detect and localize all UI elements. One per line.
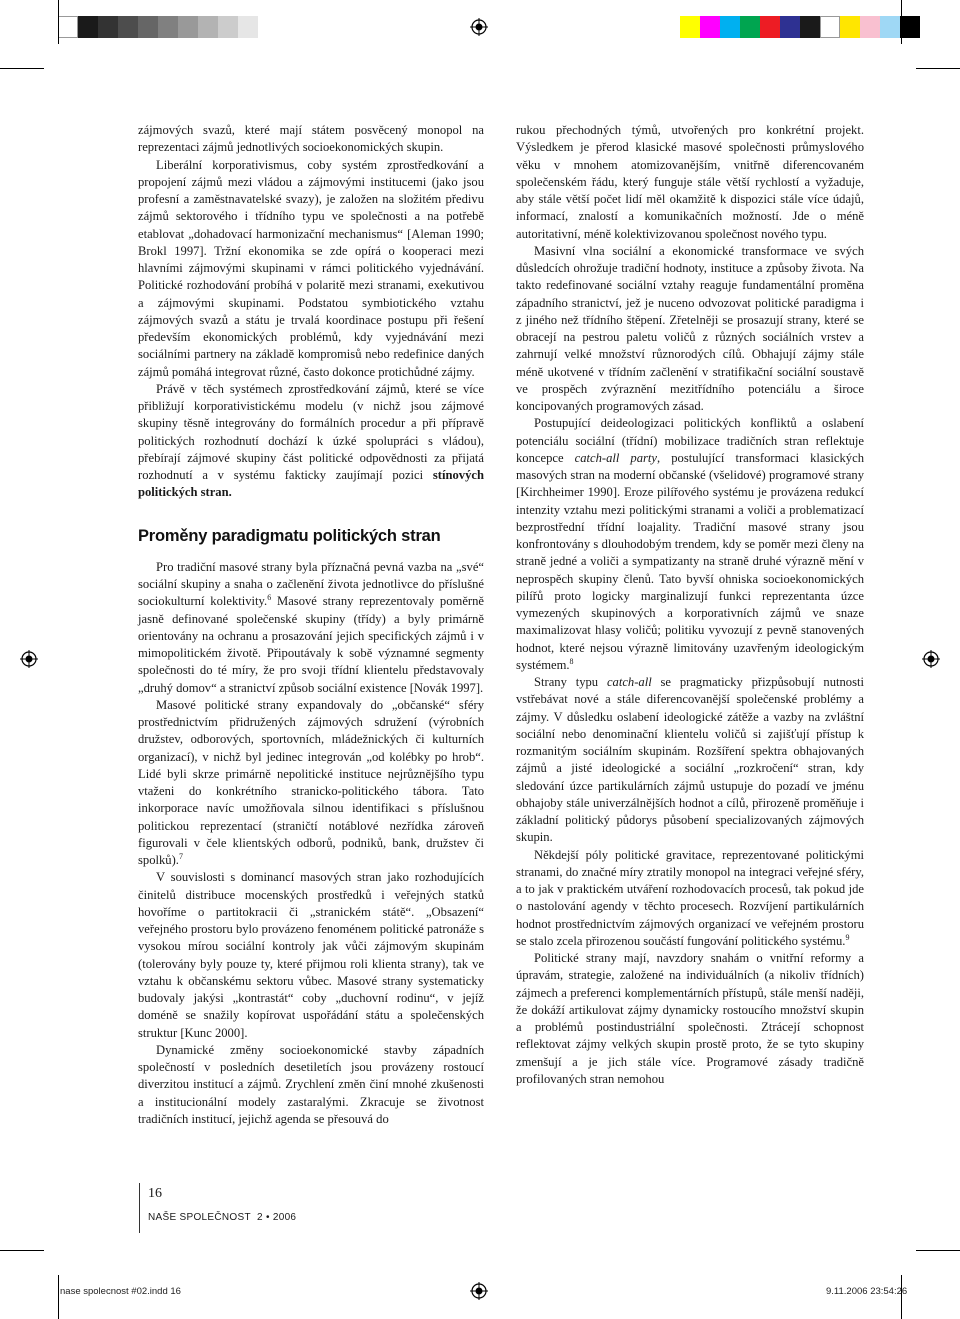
color-swatch (198, 16, 218, 38)
crop-mark (916, 1250, 960, 1251)
color-swatch (880, 16, 900, 38)
color-swatch (58, 16, 78, 38)
color-swatch (218, 16, 238, 38)
paragraph-text: se pragmaticky přizpůsobují nutnosti vstřebávat nové a stále diferencovanější společenské problémy a zájmy. V důsledku oslabení ideologické zátěže a vazby na zvláštní sociální nebo denominační klientelu voličů si zajišťují přístup k rozmanitým sociálním skupinám. Rozšíření spektra obhajovaných zájmů a jisté ideologické a sociální „rozkročení“ stran, kdy sledování úzce partikulárních zájmů ustupuje do pozadí ve jménu obhajoby stále univerzálnějších hodnot a cílů, přirozeně proměňuje i základní politický půdorys působení specializovaných zájmových skupin. (516, 675, 864, 845)
paragraph-text: Právě v těch systémech zprostředkování zájmů, které se více přibližují korporativistickému modelu (v nichž jsou zájmové skupiny těsně integrovány do formálních procedur a při přípravě politických rozhodnutí dochází k úzké spolupráci s vládou), přebírají zájmové skupiny část politické odpovědnosti za přijatá rozhodnutí a v systému fakticky zaujímají pozici (138, 381, 484, 482)
color-swatch (138, 16, 158, 38)
color-swatch (238, 16, 258, 38)
paragraph-text: , postulující transformaci klasických masových stran na moderní občanské (všelidové) programové strany [Kirchheimer 1990]. Eroze pilířového systému je provázena redukcí intenzity vztahu mezi politickými stranami a voliči a problematizací bezprostřední třídní loajality. Tradiční masové strany jsou konfrontovány s dlouhodobým trendem, kdy se poměr mezi členy na straně jedné a voliči a sympatizanty na straně druhé výrazně mění v neprospěch skupiny členů. Tato byvší ohniska socioekonomických pilířů proto logicky marginalizují funkci reprezentanta úzce vymezených skupinových a korporativních zájmů ve snaze maximalizovat hlasy voličů; politiku vyvozují z pevně stanovených hodnot, které nejsou výrazně limitovány uzavřeným ideologickým systémem. (516, 450, 864, 672)
paragraph: Liberální korporativismus, coby systém zprostředkování a propojení zájmů mezi vládou a zájmovými institucemi (jako jsou profesní a zaměstnavatelské svazy), je založen na složitém předivu zájmů sektorového i třídního typu ve společnosti a na potřebě etablovat „dohadovací harmonizační mechanismus“ [Aleman 1990; Brokl 1997]. Tržní ekonomika se zde opírá o kooperaci mezi hlavními zájmovými skupinami v rámci politického vyjednávání. Politické rozhodování probíhá v polaritě mezi stranami, exekutivou a zájmovými skupinami. Podstatou symbiotického vztahu zájmových svazů a státu je trvalá koordinace postupu při řešení především ekonomických problémů, kdy vyjednávání mezi sociálními partnery na základě kompromisů nebo redefinice daných zájmů pomáhá integrovat různé, často dokonce protichůdné zájmy. (138, 157, 484, 379)
paragraph: V souvislosti s dominancí masových stran jako rozhodujících činitelů distribuce mocenských prostředků i veřejných statků hovoříme o partitokracii či „stranickém státě“. „Obsazení“ veřejného prostoru bylo provázeno fenoménem politické patronáže s vysokou mírou sociální kontroly jak vůči zájmovým skupinám (tolerovány byly pouze ty, které přijmou roli klienta strany), tak ve vztahu k občanskému sektoru vůbec. Masové strany systematicky budovaly jakýsi „kontrastát“ coby „duchovní rodinu“, v jejíž doméně se snažily kopírovat uspořádání státu a společenských struktur [Kunc 2000]. (138, 870, 484, 1040)
color-swatch (680, 16, 700, 38)
registration-mark-icon (922, 650, 940, 668)
color-swatch (760, 16, 780, 38)
color-swatch (78, 16, 98, 38)
color-swatch (900, 16, 920, 38)
color-swatch (98, 16, 118, 38)
italic-term: catch-all (606, 675, 652, 689)
paragraph: Masivní vlna sociální a ekonomické transformace ve svých důsledcích ohrožuje tradiční hodnoty, instituce a způsoby života. Na takto redefinované sociální vztahy reaguje fundamentální proměna západního stranictví, jež je nuceno odvozovat politické paradigma i z jiného než třídního štěpení. Zřetelněji se prosazují strany, které se obracejí na pestrou paletu voličů z různých sociálních vrstev a zahrnují velké množství různorodých cílů. Obhajují zájmy stále méně ukotvené v třídním začlenění v stratifikační sociální soustavě ve prospěch zvýraznění mezitřídního potenciálu a široce koncipovaných programových zásad. (516, 243, 864, 413)
paragraph: rukou přechodných týmů, utvořených pro konkrétní projekt. Výsledkem je přerod klasické masové společnosti průmyslového věku v mnohem atomizovanějším, vnitřně diferencovaném společenském řádu, který funguje stále větší rychlostí a vyžaduje, aby stále větší počet lidí měl okamžitě k dispozici stále více údajů, informací, znalostí a komunikačních možností. Jde o méně autoritativní, méně kolektivizovanou společnost nového typu. (516, 123, 864, 241)
paragraph (516, 674, 864, 847)
grayscale-control-strip (58, 16, 258, 38)
page-number: 16 (148, 1186, 162, 1201)
color-swatch (178, 16, 198, 38)
left-text-column (138, 122, 484, 1128)
footnote-ref: 8 (569, 656, 574, 666)
paragraph: Politické strany mají, navzdory snahám o vnitřní reformy a úpravám, strategie, založené na individuálních (a nikoliv třídních) zájmech a preferenci komplementárních přístupů, stále menší naději, že dokáží artikulovat zájmy dynamicky rostoucího množství skupin a problémů postindustriální společnosti. Ztrácejí schopnost reflektovat zájmy velkých skupin prostě proto, že se tyto skupiny zmenšují a je jich stále více. Programové zásady tradičně profilovaných stran nemohou (516, 951, 864, 1086)
color-swatch (720, 16, 740, 38)
color-swatch (118, 16, 138, 38)
crop-mark (58, 1275, 59, 1319)
footer-rule (139, 1183, 140, 1233)
paragraph-text: Masové politické strany expandovaly do „občanské“ sféry prostřednictvím přidružených zájmových sdružení (výrobních družstev, odborových, sportovních, mládežnických či kulturních organizací), v nichž byl jedinec integrován „od kolébky po hrob“. Lidé byli skrze primárně nepolitické instituce nejrůznějšího typu vtaženi do konkrétního stranicko-politického tábora. Tato inkorporace navíc umožňovala silnou identifikaci s příslušnou politickou reprezentací (straničtí notáblové nezřídka zároveň figurovali v čele klientských odborů, podniků, bank, družstev či spolků). (138, 697, 484, 867)
color-swatch (820, 16, 840, 38)
footnote-ref: 7 (178, 851, 183, 861)
color-swatch (800, 16, 820, 38)
color-swatch (840, 16, 860, 38)
paragraph-text: Strany typu (534, 675, 599, 689)
journal-issue: 2 • 2006 (257, 1212, 297, 1223)
registration-mark-icon (470, 1282, 488, 1300)
registration-mark-icon (20, 650, 38, 668)
crop-mark (0, 1250, 44, 1251)
section-heading: Proměny paradigmatu politických stran (138, 526, 441, 545)
paragraph (516, 415, 864, 674)
paragraph: zájmových svazů, které mají státem posvěcený monopol na reprezentaci zájmů jednotlivých socioekonomických skupin. (138, 123, 484, 155)
paragraph-text: Někdejší póly politické gravitace, reprezentované politickými stranami, do značné míry ztratily monopol na integraci veřejné sféry, a to jak v praktickém utváření rozhodovacích procesů, tak pokud jde o nastolování agendy v těchto procesech. Rozvíjení partikulárních hodnot prostřednictvím zájmových organizací ve veřejném prostoru se stalo zcela přirozenou součástí fungování politického systému. (516, 847, 864, 948)
journal-footer (148, 1212, 296, 1223)
crop-mark (58, 0, 59, 44)
paragraph (138, 697, 484, 870)
color-swatch (740, 16, 760, 38)
paragraph (516, 847, 864, 951)
right-text-column (516, 122, 864, 1088)
paragraph: Dynamické změny socioekonomické stavby západních společností v posledních desetiletích jsou provázeny rostoucí diverzitou institucí a zájmů. Zrychlení změn činí mnohé zkušenosti a institucionální modely zastaralými. Zkracuje se životnost tradičních institucí, jejichž agenda se přesouvá do (138, 1042, 484, 1126)
footnote-ref: 6 (267, 593, 272, 603)
paragraph (138, 559, 484, 697)
paragraph (138, 381, 484, 502)
slug-filename: nase spolecnost #02.indd 16 (60, 1286, 181, 1297)
color-swatch (780, 16, 800, 38)
color-control-strip (680, 16, 920, 38)
footnote-ref: 9 (845, 932, 850, 942)
italic-term: catch-all party (574, 450, 658, 465)
crop-mark (901, 1275, 902, 1319)
crop-mark (916, 68, 960, 69)
bold-term: stínových politických stran. (138, 468, 484, 500)
color-swatch (700, 16, 720, 38)
color-swatch (158, 16, 178, 38)
paragraph-text: Masové strany reprezentovaly poměrně jasně definované společenské skupiny (třídy) a byly primárně orientovány na ochranu a prosazování jejich specifických zájmů i v mimopolitickém životě. Připoutávaly k sobě významné segmenty společnosti do té míry, že pro svoji třídní klientelu představovaly „druhý domov“ a stranictví způsob sociální existence [Novák 1997]. (138, 594, 484, 695)
crop-mark (0, 68, 44, 69)
color-swatch (860, 16, 880, 38)
paragraph-text: Pro tradiční masové strany byla příznačná pevná vazba na „své“ sociální skupiny a snaha o začlenění života jednotlivce do příslušné sociokulturní kolektivity. (138, 559, 484, 609)
registration-mark-icon (470, 18, 488, 36)
journal-name: NAŠE SPOLEČNOST (148, 1212, 251, 1223)
crop-mark (901, 0, 902, 44)
slug-date: 9.11.2006 23:54:26 (826, 1286, 908, 1297)
paragraph-text: Postupující deideologizaci politických konfliktů a oslabení potenciálu sociální (třídní) mobilizace tradičních stran reflektuje koncepce (516, 416, 864, 465)
